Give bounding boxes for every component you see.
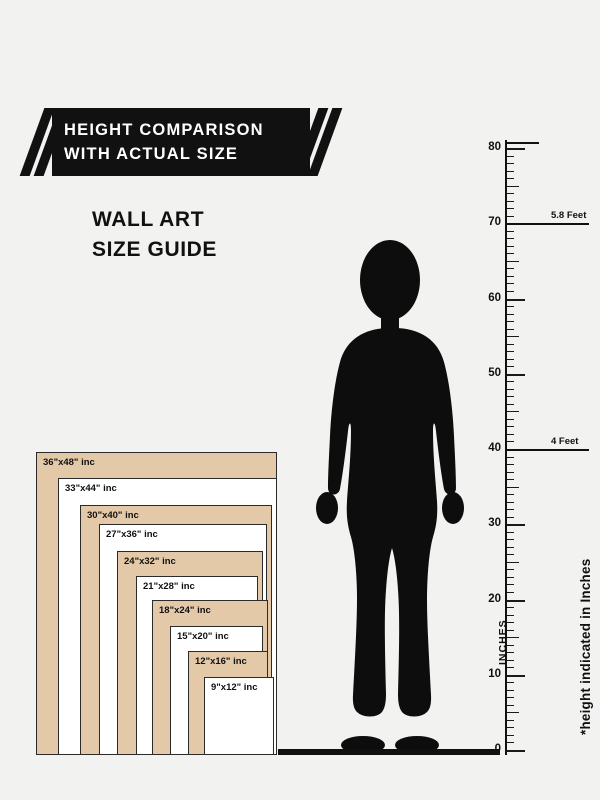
ruler-tick	[507, 607, 514, 608]
ruler-marker-label: 4 Feet	[551, 436, 579, 447]
ruler-tick-label: 80	[488, 141, 501, 153]
ruler-tick	[507, 276, 514, 277]
ruler-unit-label: INCHES	[497, 619, 509, 665]
ruler-tick-label: 20	[488, 592, 501, 605]
ruler-tick	[507, 705, 514, 706]
ruler-tick-label: 50	[488, 366, 501, 379]
ruler-tick-label: 30	[488, 517, 501, 530]
ruler-tick	[507, 457, 514, 458]
ruler-tick	[507, 208, 514, 209]
ruler-tick	[507, 163, 514, 164]
ruler-tick	[507, 321, 514, 322]
ruler-marker-label: 5.8 Feet	[551, 210, 587, 222]
frame-size-label: 24"x32" inc	[124, 556, 176, 567]
ruler-tick	[507, 547, 514, 548]
ruler-tick	[507, 667, 514, 668]
ruler-tick	[507, 178, 514, 179]
page-title-line-1: WALL ART	[92, 208, 205, 231]
ruler-tick	[507, 742, 514, 743]
ruler-tick	[507, 592, 514, 593]
ruler-tick	[507, 727, 514, 728]
ruler-tick	[507, 479, 514, 480]
page-title-line-2: SIZE GUIDE	[92, 238, 218, 262]
ruler-tick	[507, 374, 525, 376]
ruler-tick	[507, 690, 514, 691]
ruler-tick	[507, 517, 514, 518]
ruler-tick	[507, 712, 519, 713]
ruler-tick	[507, 584, 514, 585]
ruler-tick	[507, 193, 514, 194]
ruler-tick	[507, 494, 514, 495]
ruler-tick	[507, 246, 514, 247]
ruler-tick	[507, 201, 514, 202]
ruler-side-note: *height indicated in Inches	[578, 558, 593, 735]
ruler-tick	[507, 426, 514, 427]
ruler-tick	[507, 238, 514, 239]
frame-size-label: 21"x28" inc	[143, 581, 195, 592]
ruler-tick	[507, 216, 514, 217]
ruler-tick-label: 60	[488, 291, 501, 304]
ruler-tick	[507, 299, 525, 301]
ruler-tick	[507, 720, 514, 721]
ruler-tick	[507, 735, 514, 736]
ruler-tick	[507, 351, 514, 352]
ruler-tick	[507, 344, 514, 345]
frame-size-label: 18"x24" inc	[159, 605, 211, 616]
ruler-tick	[507, 750, 525, 752]
ruler-tick	[507, 291, 514, 292]
frame-size-label: 15"x20" inc	[177, 631, 229, 642]
ruler-tick-label: 40	[488, 442, 501, 454]
ruler-marker-line	[505, 223, 589, 225]
ruler-tick	[507, 314, 514, 315]
ruler-tick	[507, 404, 514, 405]
ruler-tick	[507, 472, 514, 473]
ruler-tick	[507, 156, 514, 157]
ruler-marker-line	[505, 449, 589, 451]
frame-size-label: 36"x48" inc	[43, 457, 95, 468]
ruler-tick	[507, 389, 514, 390]
ruler-tick-label: 0	[494, 743, 501, 755]
ruler-tick	[507, 381, 514, 382]
ruler-tick	[507, 675, 525, 677]
ruler-tick	[507, 487, 519, 488]
ruler-tick	[507, 268, 514, 269]
ruler-tick	[507, 411, 519, 412]
ruler-tick	[507, 600, 525, 602]
ruler-tick	[507, 532, 514, 533]
ruler-tick	[507, 171, 514, 172]
ruler-tick	[507, 434, 514, 435]
ruler-tick	[507, 396, 514, 397]
ruler-tick	[507, 329, 514, 330]
ruler-tick	[507, 615, 514, 616]
frame-size-label: 33"x44" inc	[65, 483, 117, 494]
ruler-tick	[507, 441, 514, 442]
frame-size-10	[204, 677, 274, 755]
ruler-tick	[507, 577, 514, 578]
ruler-tick	[507, 336, 519, 337]
ruler-tick	[507, 502, 514, 503]
ruler-tick	[507, 366, 514, 367]
human-silhouette	[285, 240, 495, 755]
floor-line	[278, 749, 500, 755]
frame-size-label: 27"x36" inc	[106, 529, 158, 540]
ruler-tick	[507, 562, 519, 563]
ruler-tick	[507, 186, 519, 187]
frame-size-label: 9"x12" inc	[211, 682, 258, 693]
ruler-tick	[507, 697, 514, 698]
ruler-tick	[507, 231, 514, 232]
ruler-tick	[507, 682, 514, 683]
ruler-tick	[507, 253, 514, 254]
banner-line-2: WITH ACTUAL SIZE	[64, 144, 239, 163]
ruler-tick	[507, 524, 525, 526]
ruler-tick-label: 70	[488, 216, 501, 229]
ruler-tick	[507, 261, 519, 262]
frame-size-label: 30"x40" inc	[87, 510, 139, 521]
ruler-tick-label: 10	[488, 667, 501, 680]
banner-line-1: HEIGHT COMPARISON	[64, 121, 264, 139]
ruler-tick	[507, 419, 514, 420]
ruler-tick	[507, 569, 514, 570]
ruler-tick	[507, 539, 514, 540]
ruler-tick	[507, 306, 514, 307]
ruler-tick	[507, 554, 514, 555]
ruler-tick	[507, 359, 514, 360]
frame-size-label: 12"x16" inc	[195, 656, 247, 667]
ruler-tick	[507, 464, 514, 465]
ruler-cap	[505, 142, 539, 144]
ruler-tick	[507, 509, 514, 510]
ruler-tick	[507, 148, 525, 150]
ruler-tick	[507, 283, 514, 284]
